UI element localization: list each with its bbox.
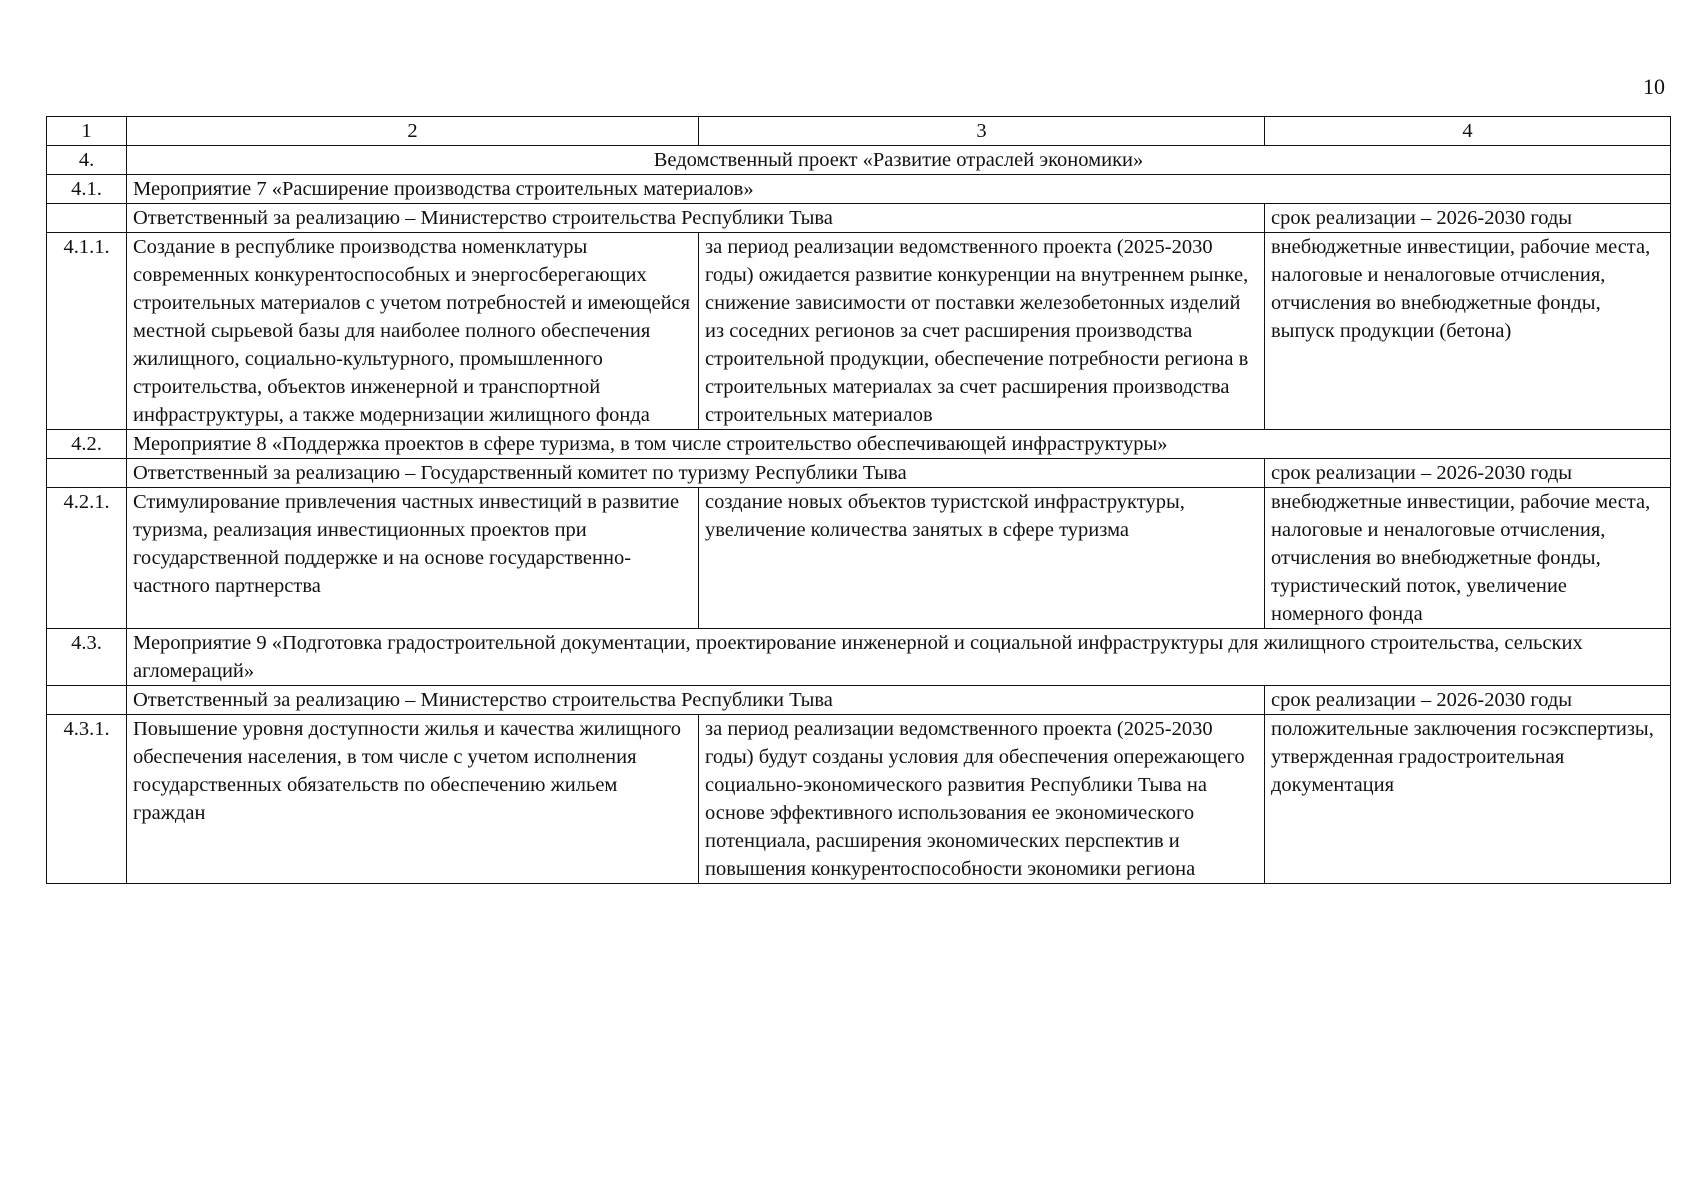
- responsible-row: [47, 686, 1671, 715]
- event-number: 4.1.: [47, 175, 127, 204]
- item-result: создание новых объектов туристской инфраструктуры, увеличение количества занятых в сфере туризма: [699, 488, 1265, 629]
- event-number: 4.3.: [47, 629, 127, 686]
- column-number-4: 4: [1265, 117, 1671, 146]
- item-task: Стимулирование привлечения частных инвестиций в развитие туризма, реализация инвестиционных проектов при государственной поддержке и на основе государственно-частного партнерства: [127, 488, 699, 629]
- responsible-text: Ответственный за реализацию – Государственный комитет по туризму Республики Тыва: [127, 459, 1265, 488]
- term-text: срок реализации – 2026-2030 годы: [1265, 686, 1671, 715]
- responsible-row: [47, 204, 1671, 233]
- item-row: [47, 715, 1671, 884]
- column-number-row: [47, 117, 1671, 146]
- item-indicators: положительные заключения госэкспертизы, утвержденная градостроительная документация: [1265, 715, 1671, 884]
- empty-cell: [47, 686, 127, 715]
- event-number: 4.2.: [47, 430, 127, 459]
- item-number: 4.1.1.: [47, 233, 127, 430]
- responsible-text: Ответственный за реализацию – Министерство строительства Республики Тыва: [127, 204, 1265, 233]
- item-number: 4.2.1.: [47, 488, 127, 629]
- item-row: [47, 233, 1671, 430]
- item-result: за период реализации ведомственного проекта (2025-2030 годы) ожидается развитие конкуренции на внутреннем рынке, снижение зависимости от поставки железобетонных изделий из соседних регионов за счет расширения производства строительной продукции, обеспечение потребности региона в строительных материалах за счет расширения производства строительных материалов: [699, 233, 1265, 430]
- column-number-3: 3: [699, 117, 1265, 146]
- column-number-2: 2: [127, 117, 699, 146]
- project-title: Ведомственный проект «Развитие отраслей экономики»: [127, 146, 1671, 175]
- event-row: [47, 629, 1671, 686]
- item-indicators: внебюджетные инвестиции, рабочие места, налоговые и неналоговые отчисления, отчисления во внебюджетные фонды, туристический поток, увеличение номерного фонда: [1265, 488, 1671, 629]
- item-indicators: внебюджетные инвестиции, рабочие места, налоговые и неналоговые отчисления, отчисления во внебюджетные фонды, выпуск продукции (бетона): [1265, 233, 1671, 430]
- event-title: Мероприятие 7 «Расширение производства строительных материалов»: [127, 175, 1671, 204]
- event-row: [47, 430, 1671, 459]
- event-row: [47, 175, 1671, 204]
- responsible-text: Ответственный за реализацию – Министерство строительства Республики Тыва: [127, 686, 1265, 715]
- project-number: 4.: [47, 146, 127, 175]
- page-number: 10: [1643, 74, 1665, 99]
- item-task: Создание в республике производства номенклатуры современных конкурентоспособных и энергосберегающих строительных материалов с учетом потребностей и имеющейся местной сырьевой базы для наиболее полного обеспечения жилищного, социально-культурного, промышленного строительства, объектов инженерной и транспортной инфраструктуры, а также модернизации жилищного фонда: [127, 233, 699, 430]
- item-task: Повышение уровня доступности жилья и качества жилищного обеспечения населения, в том числе с учетом исполнения государственных обязательств по обеспечению жильем граждан: [127, 715, 699, 884]
- item-row: [47, 488, 1671, 629]
- empty-cell: [47, 204, 127, 233]
- item-number: 4.3.1.: [47, 715, 127, 884]
- event-title: Мероприятие 8 «Поддержка проектов в сфере туризма, в том числе строительство обеспечивающей инфраструктуры»: [127, 430, 1671, 459]
- column-number-1: 1: [47, 117, 127, 146]
- project-table: [46, 116, 1671, 884]
- term-text: срок реализации – 2026-2030 годы: [1265, 459, 1671, 488]
- event-title: Мероприятие 9 «Подготовка градостроительной документации, проектирование инженерной и социальной инфраструктуры для жилищного строительства, сельских агломераций»: [127, 629, 1671, 686]
- responsible-row: [47, 459, 1671, 488]
- term-text: срок реализации – 2026-2030 годы: [1265, 204, 1671, 233]
- project-row: [47, 146, 1671, 175]
- empty-cell: [47, 459, 127, 488]
- item-result: за период реализации ведомственного проекта (2025-2030 годы) будут созданы условия для обеспечения опережающего социально-экономического развития Республики Тыва на основе эффективного использования ее экономического потенциала, расширения экономических перспектив и повышения конкурентоспособности экономики региона: [699, 715, 1265, 884]
